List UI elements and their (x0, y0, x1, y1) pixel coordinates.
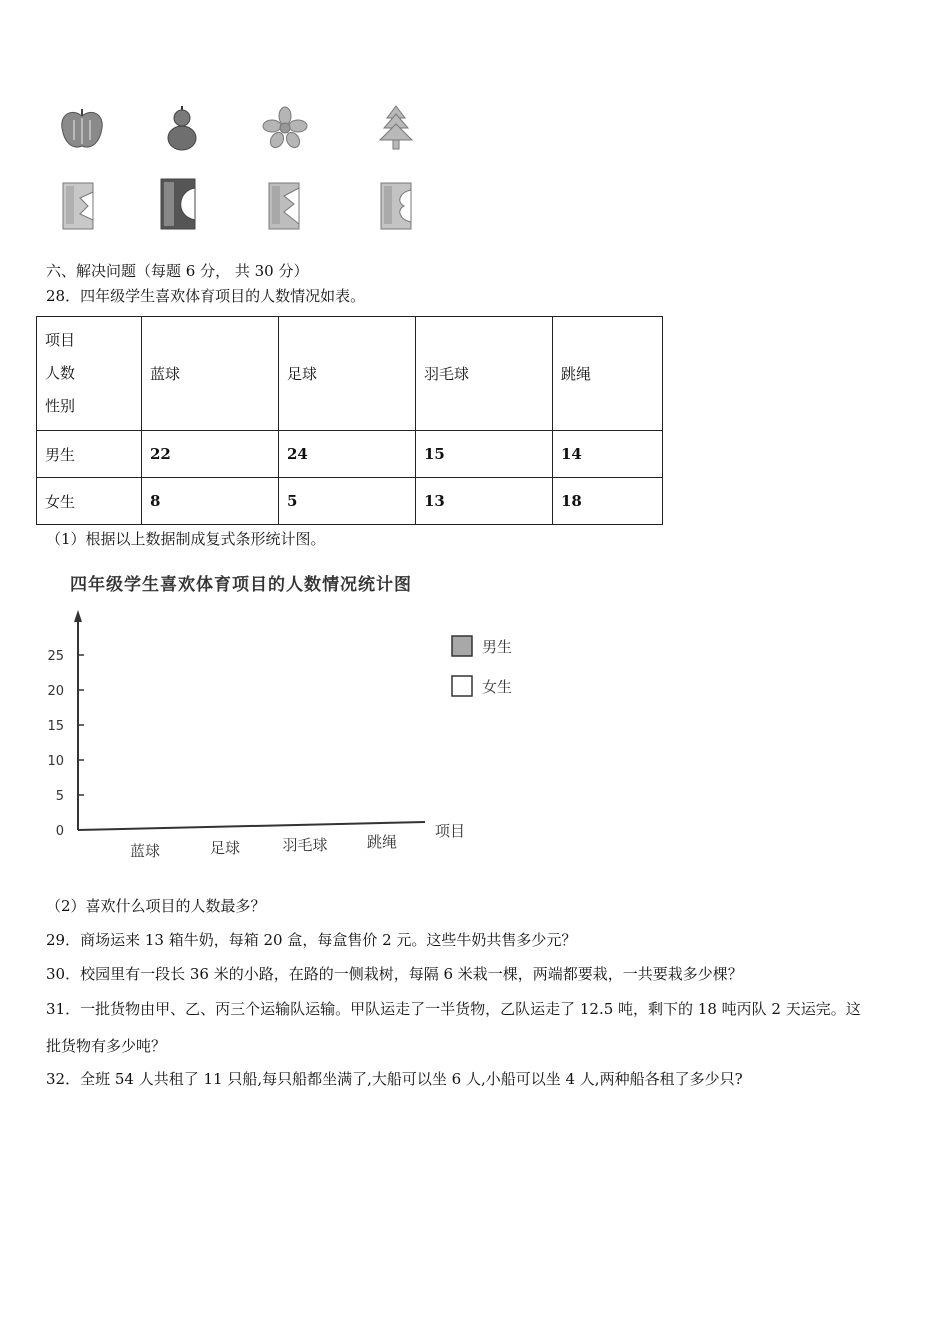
x-category-label: 羽毛球 (282, 836, 328, 854)
legend-label: 女生 (482, 678, 513, 696)
cutout-gourd (164, 104, 200, 156)
table-cell: 5 (279, 478, 416, 525)
gourd-icon (164, 104, 200, 152)
legend-swatch (452, 636, 472, 656)
y-tick-label: 15 (47, 719, 64, 734)
q30-text: 30．校园里有一段长 36 米的小路，在路的一侧栽树，每隔 6 米栽一棵，两端都要栽，一共要栽多少棵？ (46, 965, 743, 983)
q28-text: 28．四年级学生喜欢体育项目的人数情况如表。 (46, 287, 366, 305)
table-header: 跳绳 (553, 317, 663, 431)
folded-paper-icon (160, 178, 198, 230)
flower-icon (262, 106, 308, 150)
legend-label: 男生 (482, 638, 513, 656)
tree-icon (376, 104, 416, 152)
table-cell: 15 (416, 431, 553, 478)
cutout-fold-3 (268, 182, 302, 234)
cutout-fold-1 (62, 182, 96, 234)
corner-label-count: 人数 (45, 364, 76, 382)
x-axis (78, 822, 425, 830)
y-tick-label: 25 (47, 649, 64, 664)
row-label: 男生 (37, 431, 142, 478)
q32-text: 32．全班 54 人共租了 11 只船,每只船都坐满了,大船可以坐 6 人,小船可以坐 4 人,两种船各租了多少只? (46, 1070, 743, 1088)
x-category-label: 跳绳 (366, 833, 398, 851)
x-category-label: 足球 (209, 839, 241, 857)
table-row (37, 431, 663, 478)
y-tick-label: 5 (55, 789, 64, 804)
cutout-fold-4 (380, 182, 414, 234)
q29-text: 29．商场运来 13 箱牛奶，每箱 20 盒，每盒售价 2 元。这些牛奶共售多少元？ (46, 931, 577, 949)
y-tick-label: 10 (47, 754, 64, 769)
cutout-flower (262, 106, 308, 154)
folded-paper-icon (62, 182, 96, 230)
apple-icon (58, 106, 106, 152)
table-header: 蓝球 (142, 317, 279, 431)
row-label: 女生 (37, 478, 142, 525)
cutout-tree (376, 104, 416, 156)
chart-legend (452, 636, 512, 696)
table-cell: 18 (553, 478, 663, 525)
table-corner-cell (37, 317, 142, 431)
q31-text-line1: 31．一批货物由甲、乙、丙三个运输队运输。甲队运走了一半货物，乙队运走了 12.5 吨，剩下的 18 吨丙队 2 天运完。这 (46, 1000, 861, 1018)
section-heading: 六、解决问题（每题 6 分， 共 30 分） (46, 262, 309, 280)
table-cell: 13 (416, 478, 553, 525)
bar-chart (30, 600, 513, 870)
folded-paper-icon (268, 182, 302, 230)
table-cell: 8 (142, 478, 279, 525)
y-axis-arrow (74, 610, 82, 622)
table-row (37, 478, 663, 525)
chart-title: 四年级学生喜欢体育项目的人数情况统计图 (70, 575, 412, 595)
q28-part2: （2）喜欢什么项目的人数最多？ (46, 897, 266, 915)
table-cell: 24 (279, 431, 416, 478)
q28-part1: （1）根据以上数据制成复式条形统计图。 (46, 530, 326, 548)
legend-swatch (452, 676, 472, 696)
table-cell: 14 (553, 431, 663, 478)
corner-label-item: 项目 (45, 331, 76, 349)
x-axis-label: 项目 (434, 822, 466, 840)
cutout-fold-2 (160, 178, 198, 234)
folded-paper-icon (380, 182, 414, 230)
x-category-label: 蓝球 (129, 842, 161, 860)
cutout-apple (58, 106, 106, 156)
table-header: 羽毛球 (416, 317, 553, 431)
q31-text-line2: 批货物有多少吨？ (46, 1037, 167, 1055)
chart-axes (74, 610, 425, 830)
corner-label-gender: 性别 (45, 397, 76, 415)
table-cell: 22 (142, 431, 279, 478)
y-tick-label: 0 (55, 824, 64, 839)
table-header: 足球 (279, 317, 416, 431)
data-table (36, 316, 663, 525)
y-tick-label: 20 (47, 684, 64, 699)
